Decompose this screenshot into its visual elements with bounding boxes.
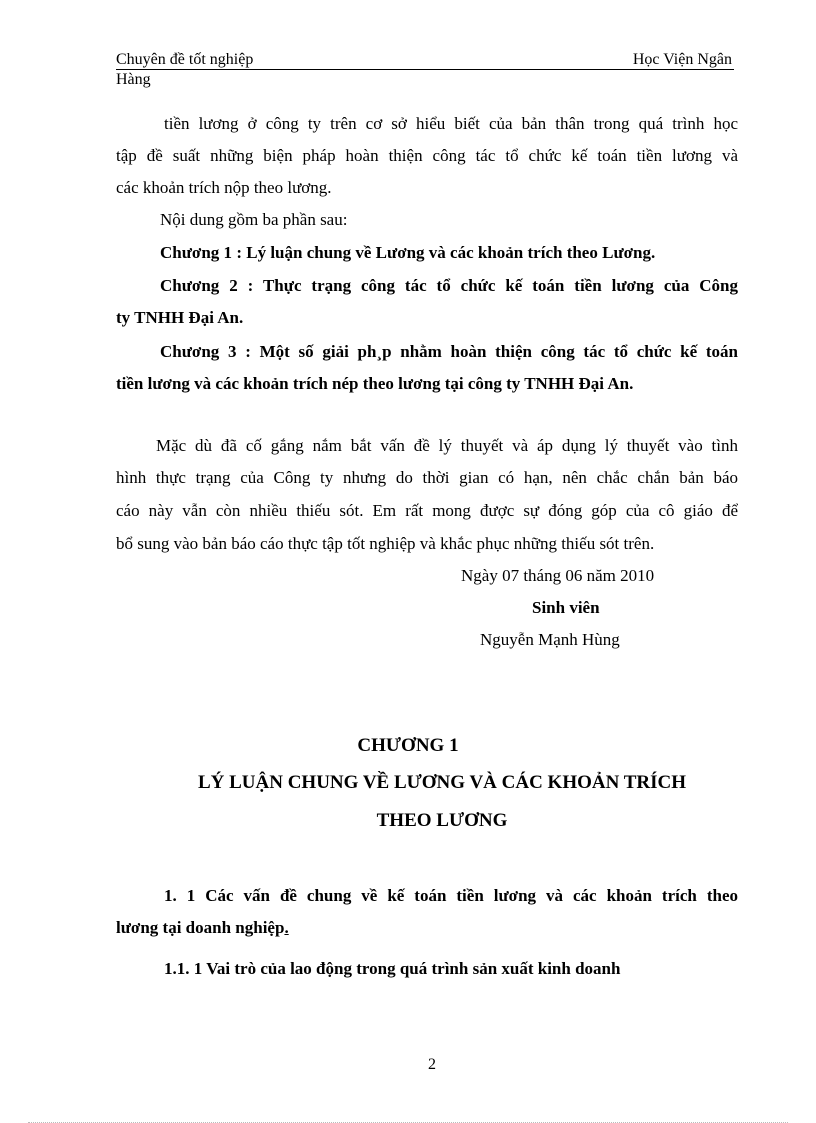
chapter-3-item (160, 342, 738, 362)
chapter-2-text-line-2: ty TNHH Đại An. (116, 308, 244, 327)
section-1-1-1-heading: 1.1. 1 Vai trò của lao động trong quá trình sản xuất kinh doanh (164, 959, 621, 978)
chapter-subtitle-line-2: THEO LƯƠNG (376, 810, 508, 831)
chapter-subtitle-line-1: LÝ LUẬN CHUNG VỀ LƯƠNG VÀ CÁC KHOẢN TRÍCH (197, 772, 687, 793)
section-1-1-heading-text: lương tại doanh nghiệp (116, 918, 285, 937)
page-header (116, 50, 734, 90)
chapter-1-item (160, 243, 782, 263)
chapter-title: CHƯƠNG 1 (357, 735, 459, 756)
chapter-1-label: Chương 1 (160, 243, 233, 262)
page-number: 2 (428, 1056, 436, 1073)
header-rule-line (116, 50, 734, 70)
header-right-title: Học Viện Ngân (632, 51, 732, 68)
intro-line-3: các khoản trích nộp theo lương. (116, 178, 332, 197)
chapter-2-item (160, 276, 738, 296)
content-intro: Nội dung gồm ba phần sau: (160, 210, 348, 229)
chapter-3-text-line-1: : Một số giải ph¸p nhằm hoàn thiện công tác tổ chức kế toán (236, 342, 738, 361)
chapter-3-label: Chương 3 (160, 342, 237, 361)
closing-line-1: Mặc dù đã cố gắng nắm bắt vấn đề lý thuyết và áp dụng lý thuyết vào tình (156, 436, 738, 455)
chapter-1-text: : Lý luận chung về Lương và các khoản trích theo Lương. (232, 243, 656, 262)
closing-line-4: bổ sung vào bản báo cáo thực tập tốt nghiệp và khắc phục những thiếu sót trên. (116, 534, 655, 553)
intro-line-1: tiền lương ở công ty trên cơ sở hiểu biết của bản thân trong quá trình học (164, 114, 738, 133)
section-1-1-heading-line-2 (116, 918, 738, 938)
intro-line-2: tập đề suất những biện pháp hoàn thiện công tác tổ chức kế toán tiền lương và (116, 146, 738, 165)
chapter-2-text-line-1: : Thực trạng công tác tổ chức kế toán tiền lương của Công (237, 276, 738, 295)
signature-role: Sinh viên (532, 598, 600, 617)
header-left-title: Chuyên đề tốt nghiệp (116, 51, 254, 68)
section-1-1-heading-line-1: 1. 1 Các vấn đề chung về kế toán tiền lương và các khoản trích theo (164, 886, 738, 905)
signature-name: Nguyễn Mạnh Hùng (480, 630, 620, 649)
signature-date: Ngày 07 tháng 06 năm 2010 (461, 566, 655, 585)
closing-line-3: cáo này vẫn còn nhiều thiếu sót. Em rất mong được sự đóng góp của cô giáo để (116, 501, 738, 520)
header-wrap-text: Hàng (116, 71, 151, 88)
chapter-2-label: Chương 2 (160, 276, 238, 295)
chapter-3-text-line-2: tiền lương và các khoản trích nép theo lương tại công ty TNHH Đại An. (116, 374, 634, 393)
closing-line-2: hình thực trạng của Công ty nhưng do thời gian có hạn, nên chắc chắn bản báo (116, 468, 738, 487)
section-1-1-heading-period: . (284, 918, 289, 937)
